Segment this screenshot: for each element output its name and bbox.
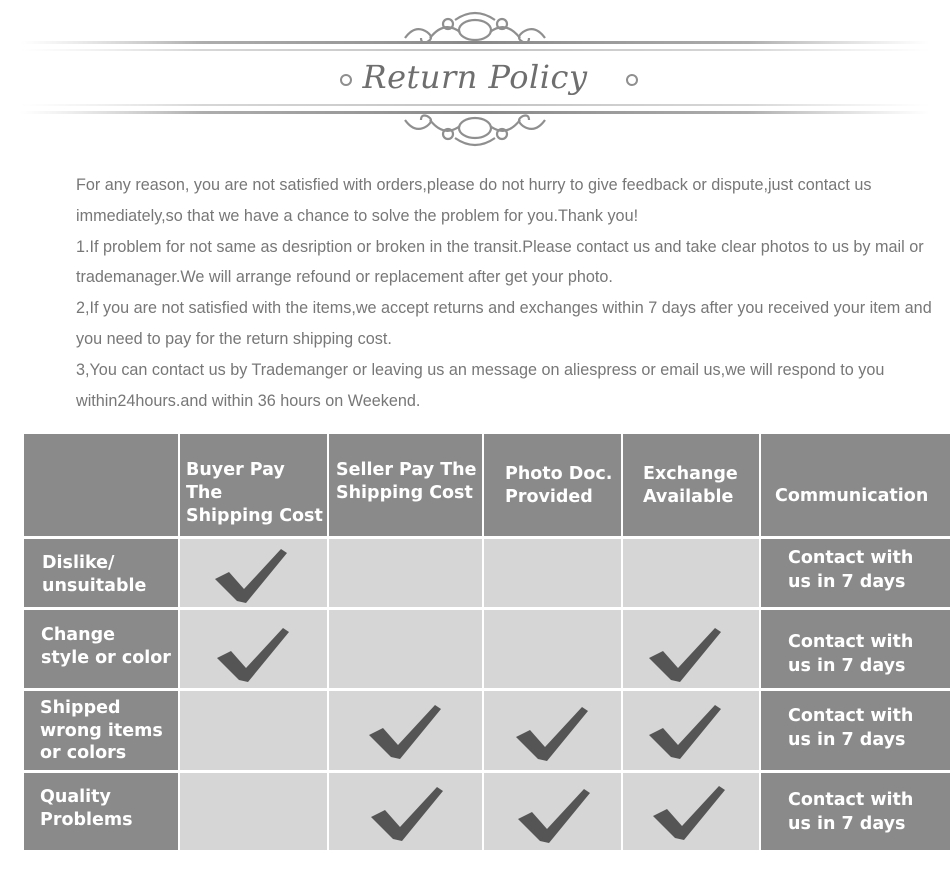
check-cell bbox=[623, 539, 759, 607]
column-header-label: Communication bbox=[775, 486, 929, 506]
column-header-label: Photo Doc. Provided bbox=[505, 464, 613, 507]
row-label-cell bbox=[24, 539, 178, 607]
check-cell bbox=[180, 610, 327, 688]
check-cell bbox=[329, 691, 482, 770]
communication-cell bbox=[761, 610, 950, 688]
check-cell bbox=[623, 691, 759, 770]
column-header-photo-doc bbox=[484, 434, 621, 536]
policy-paragraph: 3,You can contact us by Trademanger or leaving us an message on aliespress or email us,we will respond to you within24hours.and within 36 hours on Weekend. bbox=[76, 360, 885, 410]
row-label: Quality Problems bbox=[40, 787, 133, 830]
column-header-seller-pay bbox=[329, 434, 482, 536]
table-corner-cell bbox=[24, 434, 178, 536]
check-cell bbox=[484, 691, 621, 770]
column-header-label: Seller Pay The Shipping Cost bbox=[336, 460, 477, 503]
column-header-label: Buyer Pay The Shipping Cost bbox=[186, 460, 323, 526]
communication-cell bbox=[761, 691, 950, 770]
row-label: Change style or color bbox=[41, 625, 171, 668]
policy-paragraph: 2,If you are not satisfied with the items,we accept returns and exchanges within 7 days after you received your item and you need to pay for the return shipping cost. bbox=[76, 299, 932, 348]
row-label: Dislike/ unsuitable bbox=[42, 553, 147, 596]
checkmark-icon bbox=[369, 785, 447, 841]
check-cell bbox=[329, 610, 482, 688]
row-label-cell bbox=[24, 773, 178, 850]
communication-label: Contact with us in 7 days bbox=[788, 632, 914, 676]
checkmark-icon bbox=[215, 626, 293, 682]
check-cell bbox=[180, 539, 327, 607]
row-label-cell bbox=[24, 610, 178, 688]
page-title: Return Policy bbox=[362, 58, 588, 96]
checkmark-icon bbox=[647, 626, 725, 682]
check-cell bbox=[484, 610, 621, 688]
checkmark-icon bbox=[651, 784, 729, 840]
communication-label: Contact with us in 7 days bbox=[788, 548, 914, 592]
row-label-cell bbox=[24, 691, 178, 770]
column-header-buyer-pay bbox=[180, 434, 327, 536]
policy-paragraph: 1.If problem for not same as desription or broken in the transit.Please contact us and take clear photos to us by mail or trademanager.We will arrange refound or replacement after get your photo. bbox=[76, 237, 924, 287]
checkmark-icon bbox=[213, 547, 291, 603]
column-header-label: Exchange Available bbox=[643, 464, 738, 507]
checkmark-icon bbox=[367, 703, 445, 759]
communication-label: Contact with us in 7 days bbox=[788, 790, 914, 834]
communication-cell bbox=[761, 539, 950, 607]
check-cell bbox=[180, 773, 327, 850]
check-cell bbox=[180, 691, 327, 770]
policy-paragraph: For any reason, you are not satisfied with orders,please do not hurry to give feedback or dispute,just contact us immediately,so that we have a chance to solve the problem for you.Thank you! bbox=[76, 176, 872, 225]
column-header-exchange bbox=[623, 434, 759, 536]
communication-label: Contact with us in 7 days bbox=[788, 706, 914, 750]
column-header-communication bbox=[761, 434, 950, 536]
checkmark-icon bbox=[647, 703, 725, 759]
check-cell bbox=[329, 539, 482, 607]
checkmark-icon bbox=[516, 787, 594, 843]
communication-cell bbox=[761, 773, 950, 850]
check-cell bbox=[484, 773, 621, 850]
check-cell bbox=[623, 773, 759, 850]
check-cell bbox=[484, 539, 621, 607]
check-cell bbox=[329, 773, 482, 850]
checkmark-icon bbox=[514, 705, 592, 761]
check-cell bbox=[623, 610, 759, 688]
row-label: Shipped wrong items or colors bbox=[40, 698, 163, 763]
